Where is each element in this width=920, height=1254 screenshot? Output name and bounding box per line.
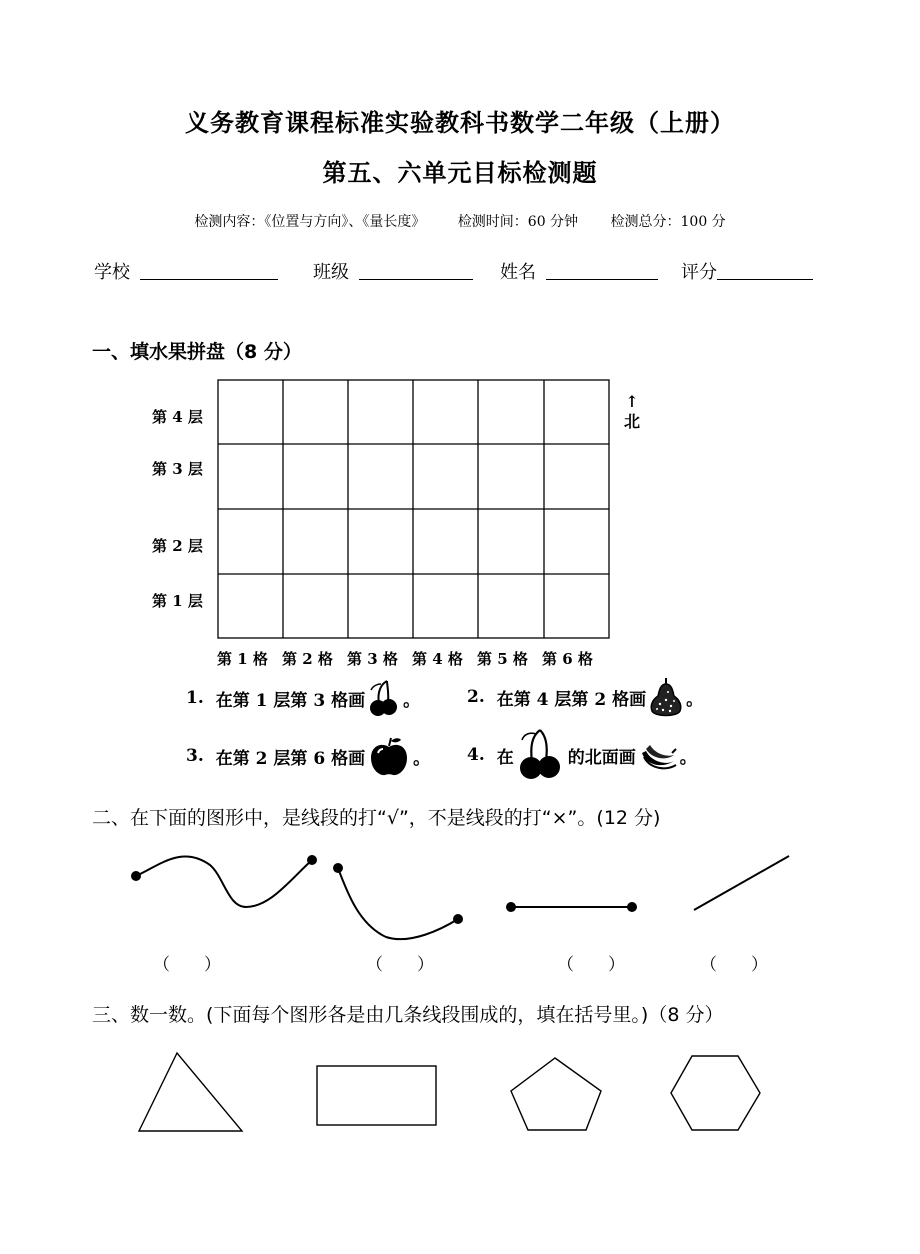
task-4: [467, 726, 697, 784]
name-blank[interactable]: [546, 278, 658, 280]
task-4-text-2: 的北面画: [567, 747, 636, 768]
curved-segment: [338, 868, 458, 939]
task-4-text: 在: [496, 747, 514, 768]
row-label-4: 第 4 层: [152, 408, 203, 426]
score-label: 评分: [681, 262, 717, 283]
col-label-6: 第 6 格: [542, 650, 593, 668]
task-3-text: 在第 2 层第 6 格画: [215, 748, 366, 769]
task-4-end: 。: [679, 747, 697, 768]
task-4-num: 4.: [467, 745, 485, 765]
row-label-2: 第 2 层: [152, 537, 203, 555]
exam-meta: [0, 211, 920, 231]
wavy-curve-segment: [136, 856, 312, 907]
col-label-5: 第 5 格: [477, 650, 528, 668]
class-field: [313, 258, 473, 284]
meta-time: 检测时间：60 分钟: [457, 214, 579, 230]
class-label: 班级: [313, 262, 349, 283]
answer-blank-2[interactable]: （ ）: [366, 955, 434, 975]
school-blank[interactable]: [140, 278, 278, 280]
class-blank[interactable]: [359, 278, 473, 280]
banana-icon: [638, 737, 678, 773]
hexagon-icon: [671, 1056, 760, 1130]
col-label-4: 第 4 格: [412, 650, 463, 668]
rectangle-icon: [317, 1066, 436, 1125]
task-2-end: 。: [686, 689, 704, 710]
task-1-text: 在第 1 层第 3 格画: [215, 690, 366, 711]
row-label-1: 第 1 层: [152, 592, 203, 610]
answer-blank-1[interactable]: （ ）: [153, 955, 221, 975]
task-2-num: 2.: [467, 687, 485, 707]
answer-blank-4[interactable]: （ ）: [700, 955, 768, 975]
page-title: 义务教育课程标准实验教科书数学二年级（上册）: [185, 108, 735, 137]
task-2: [467, 676, 703, 718]
section2-title: 二、在下面的图形中，是线段的打“√”，不是线段的打“×”。(12 分): [92, 807, 661, 829]
pear-icon: [648, 676, 684, 718]
cherry-icon: [367, 678, 401, 718]
task-3-end: 。: [413, 748, 431, 769]
section1-title: 一、填水果拼盘（8 分）: [92, 341, 302, 363]
task-1: [186, 678, 420, 718]
north-label: 北: [624, 412, 641, 431]
north-arrow-icon: ↑: [625, 392, 639, 411]
task-1-end: 。: [403, 690, 421, 711]
meta-content: 检测内容：《位置与方向》、《量长度》: [194, 214, 426, 230]
north-indicator: [624, 392, 640, 432]
score-field: [681, 258, 813, 284]
col-label-1: 第 1 格: [217, 650, 268, 668]
lines-figure: [120, 845, 800, 955]
task-1-num: 1.: [186, 688, 204, 708]
school-field: [94, 258, 278, 284]
apple-icon: [367, 734, 411, 778]
name-field: [500, 258, 658, 284]
name-label: 姓名: [500, 262, 536, 283]
page-subtitle: 第五、六单元目标检测题: [322, 158, 598, 187]
col-label-2: 第 2 格: [282, 650, 333, 668]
section3-title: 三、数一数。(下面每个图形各是由几条线段围成的，填在括号里。)（8 分）: [92, 1004, 724, 1026]
shapes-figure: [130, 1045, 780, 1140]
cherry-icon: [516, 726, 566, 784]
row-label-3: 第 3 层: [152, 460, 203, 478]
task-2-text: 在第 4 层第 2 格画: [496, 689, 647, 710]
fruit-grid: [217, 379, 611, 641]
pentagon-icon: [511, 1058, 601, 1130]
school-label: 学校: [94, 262, 130, 283]
meta-total: 检测总分：100 分: [610, 214, 726, 230]
answer-blank-3[interactable]: （ ）: [557, 955, 625, 975]
score-blank[interactable]: [717, 278, 813, 280]
task-3-num: 3.: [186, 746, 204, 766]
col-label-3: 第 3 格: [347, 650, 398, 668]
task-3: [186, 734, 430, 778]
triangle-icon: [139, 1053, 242, 1131]
ray-line: [694, 856, 789, 910]
